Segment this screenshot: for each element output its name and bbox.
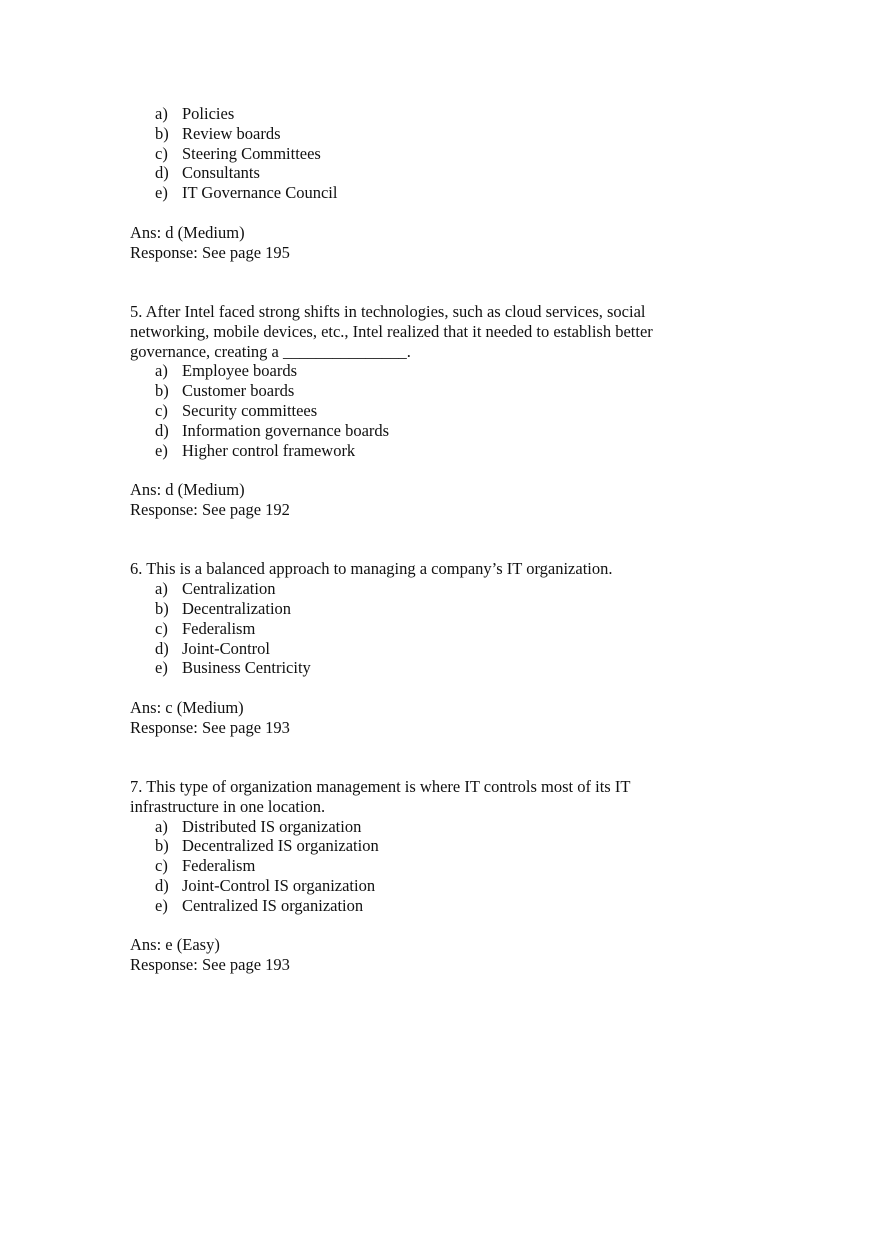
question-7 [130,777,730,975]
response-line: Response: See page 193 [130,717,290,737]
option-text: Distributed IS organization [182,816,362,836]
question-4-answer-block [130,223,730,263]
option-text: Business Centricity [182,658,311,678]
question-5-answer-block [130,480,730,520]
option-letter: c) [155,618,168,638]
question-5-option-c [130,401,730,421]
option-text: Security committees [182,400,318,420]
option-text: Employee boards [182,361,298,381]
option-letter: c) [155,856,168,876]
option-text: Federalism [182,856,256,876]
answer-line: Ans: c (Medium) [130,697,244,717]
question-6 [130,559,730,737]
option-text: Information governance boards [182,420,390,440]
option-text: Review boards [182,123,281,143]
question-4-option-b [130,124,730,144]
question-5-option-b [130,381,730,401]
option-letter: b) [155,598,169,618]
option-text: Decentralized IS organization [182,836,379,856]
option-text: Higher control framework [182,440,356,460]
question-4-option-d [130,163,730,183]
option-text: Centralization [182,579,276,599]
option-letter: e) [155,658,168,678]
option-letter: a) [155,579,168,599]
option-text: Policies [182,104,235,123]
question-4-option-a [130,104,730,124]
question-6-option-a [130,579,730,599]
option-letter: d) [155,420,169,440]
option-letter: d) [155,876,169,896]
question-stem-line: networking, mobile devices, etc., Intel realized that it needed to establish better [130,321,653,341]
option-letter: d) [155,638,169,658]
response-line: Response: See page 193 [130,955,290,975]
option-text: Decentralization [182,598,292,618]
answer-line: Ans: d (Medium) [130,222,245,242]
option-letter: e) [155,440,168,460]
option-text: Consultants [182,163,260,183]
question-4-options [130,104,730,203]
question-5-option-d [130,421,730,441]
question-7-option-b [130,836,730,856]
option-text: Federalism [182,618,256,638]
option-letter: a) [155,104,168,123]
option-text: Joint-Control [182,638,271,658]
answer-line: Ans: e (Easy) [130,935,220,955]
option-text: Customer boards [182,381,295,401]
question-stem-line: governance, creating a _______________. [130,341,411,361]
document-page [130,104,730,975]
question-4-option-c [130,144,730,164]
option-text: IT Governance Council [182,183,338,203]
response-line: Response: See page 192 [130,499,290,519]
question-6-option-b [130,599,730,619]
option-text: Centralized IS organization [182,895,364,915]
question-5-option-a [130,361,730,381]
question-stem-line: 5. After Intel faced strong shifts in technologies, such as cloud services, social [130,301,646,321]
question-5 [130,302,730,520]
question-7-option-a [130,817,730,837]
question-6-answer-block [130,698,730,738]
option-letter: a) [155,361,168,381]
question-7-option-e [130,896,730,916]
question-7-option-c [130,856,730,876]
option-letter: a) [155,816,168,836]
question-6-options [130,579,730,678]
question-5-options [130,361,730,460]
question-stem-line: 6. This is a balanced approach to managing a company’s IT organization. [130,559,613,579]
question-5-option-e [130,441,730,461]
question-6-option-e [130,658,730,678]
question-7-options [130,817,730,916]
question-4-option-e [130,183,730,203]
option-letter: b) [155,123,169,143]
question-7-answer-block [130,935,730,975]
option-letter: d) [155,163,169,183]
answer-line: Ans: d (Medium) [130,480,245,500]
question-4 [130,104,730,262]
question-stem-line: 7. This type of organization management is where IT controls most of its IT [130,777,631,797]
option-letter: c) [155,143,168,163]
question-stem-line: infrastructure in one location. [130,796,326,816]
option-text: Steering Committees [182,143,321,163]
option-letter: b) [155,836,169,856]
option-letter: c) [155,400,168,420]
option-letter: e) [155,895,168,915]
response-line: Response: See page 195 [130,242,290,262]
option-letter: e) [155,183,168,203]
question-7-option-d [130,876,730,896]
question-6-option-d [130,639,730,659]
option-text: Joint-Control IS organization [182,876,376,896]
question-6-option-c [130,619,730,639]
option-letter: b) [155,381,169,401]
